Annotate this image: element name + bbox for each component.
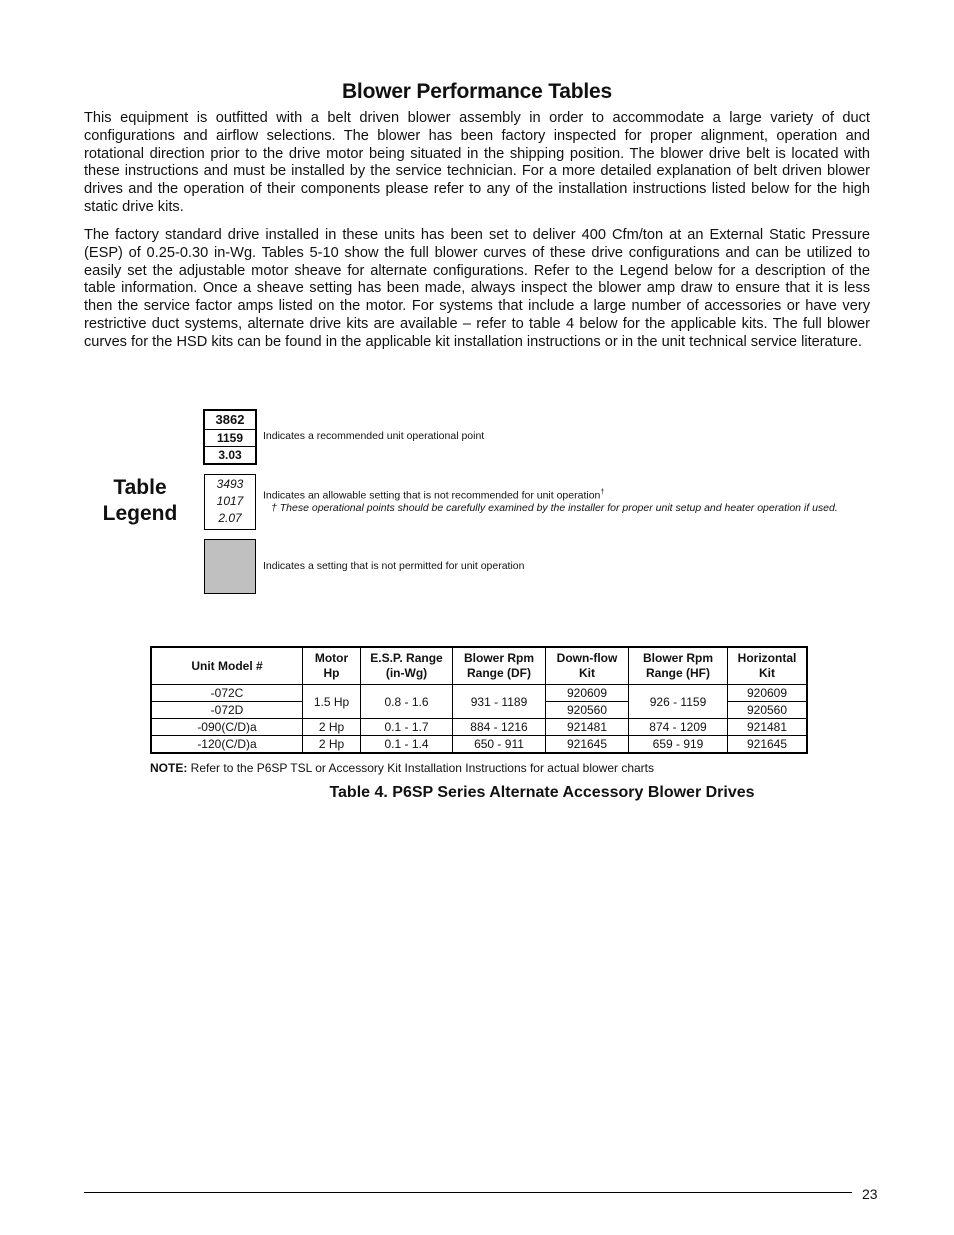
legend-not-permitted-text: Indicates a setting that is not permitted for unit operation xyxy=(263,560,525,572)
cell-rpm-hf: 926 - 1159 xyxy=(629,685,728,719)
legend-allowable-footnote: † These operational points should be carefully examined by the installer for proper unit setup and heater operation if used. xyxy=(271,502,838,514)
cell-esp: 0.8 - 1.6 xyxy=(361,685,453,719)
cell-hp: 2 Hp xyxy=(303,736,361,754)
cell-model: -090(C/D)a xyxy=(151,719,303,736)
cell-esp: 0.1 - 1.7 xyxy=(361,719,453,736)
table-header-row xyxy=(151,647,807,685)
legend-recommended-value-3: 3.03 xyxy=(218,448,242,462)
table-note xyxy=(150,761,654,775)
cell-esp: 0.1 - 1.4 xyxy=(361,736,453,754)
legend-title-line1: Table xyxy=(113,476,167,499)
header-motor-hp: Motor Hp xyxy=(303,647,361,685)
cell-hz-kit: 921645 xyxy=(728,736,808,754)
header-blower-rpm-hf: Blower Rpm Range (HF) xyxy=(629,647,728,685)
cell-rpm-df: 884 - 1216 xyxy=(453,719,546,736)
cell-rpm-hf: 659 - 919 xyxy=(629,736,728,754)
cell-df-kit: 920560 xyxy=(546,702,629,719)
page-number: 23 xyxy=(862,1186,878,1202)
cell-hp: 2 Hp xyxy=(303,719,361,736)
header-esp-range: E.S.P. Range (in-Wg) xyxy=(361,647,453,685)
legend-allowable-box xyxy=(204,474,256,530)
table-row xyxy=(151,736,807,754)
cell-rpm-df: 931 - 1189 xyxy=(453,685,546,719)
legend-recommended-box xyxy=(203,409,257,465)
page-title: Blower Performance Tables xyxy=(341,80,613,103)
legend-allowable-line xyxy=(263,489,604,502)
table-row xyxy=(151,719,807,736)
cell-rpm-hf: 874 - 1209 xyxy=(629,719,728,736)
table-row xyxy=(151,685,807,702)
cell-hp: 1.5 Hp xyxy=(303,685,361,719)
legend-allowable-value-1: 3493 xyxy=(216,477,244,491)
legend-title xyxy=(90,475,190,527)
cell-df-kit: 920609 xyxy=(546,685,629,702)
legend-dagger-mark: † xyxy=(600,489,605,496)
header-downflow-kit: Down-flow Kit xyxy=(546,647,629,685)
header-unit-model: Unit Model # xyxy=(151,647,303,685)
legend-allowable-value-2: 1017 xyxy=(216,494,244,508)
legend-allowable-value-3: 2.07 xyxy=(218,511,242,525)
table-note-label: NOTE: xyxy=(150,761,188,775)
cell-model: -072D xyxy=(151,702,303,719)
legend-title-line2: Legend xyxy=(102,502,178,525)
intro-paragraph: This equipment is outfitted with a belt driven blower assembly in order to accommodate a large variety of duct configurations and airflow selections. The blower has been factory inspected for proper alignment, operation and rotational direction prior to the drive motor being situated in the shipping position. The blower drive belt is located with these instructions and must be installed by the service technician. For a more detailed explanation of belt driven blower drives and the operation of their components please refer to any of the installation instructions listed below for the high static drive kits. xyxy=(84,110,870,215)
table-note-text: Refer to the P6SP TSL or Accessory Kit Installation Instructions for actual blower charts xyxy=(187,761,655,775)
legend-not-permitted-box xyxy=(204,539,256,594)
cell-model: -072C xyxy=(151,685,303,702)
legend-recommended-value-2: 1159 xyxy=(205,430,255,447)
legend-recommended-text: Indicates a recommended unit operational point xyxy=(263,430,485,442)
header-horizontal-kit: Horizontal Kit xyxy=(728,647,808,685)
cell-rpm-df: 650 - 911 xyxy=(453,736,546,754)
footer-divider xyxy=(84,1192,852,1193)
legend-allowable-text: Indicates an allowable setting that is not recommended for unit operation xyxy=(263,489,601,502)
header-blower-rpm-df: Blower Rpm Range (DF) xyxy=(453,647,546,685)
legend-recommended-value-1: 3862 xyxy=(205,411,255,430)
cell-df-kit: 921645 xyxy=(546,736,629,754)
alternate-blower-drives-table xyxy=(150,646,808,754)
cell-hz-kit: 921481 xyxy=(728,719,808,736)
cell-hz-kit: 920560 xyxy=(728,702,808,719)
cell-model: -120(C/D)a xyxy=(151,736,303,754)
table-caption: Table 4. P6SP Series Alternate Accessory Blower Drives xyxy=(329,784,755,801)
factory-drive-paragraph: The factory standard drive installed in these units has been set to deliver 400 Cfm/ton at an External Static Pressure (ESP) of 0.25-0.30 in-Wg. Tables 5-10 show the full blower curves of these drive configurations and can be utilized to easily set the adjustable motor sheave for alternate configurations. Refer to the Legend below for a description of the table information. Once a sheave setting has been made, always inspect the blower amp draw to ensure that it is less then the service factor amps listed on the motor. For systems that include a large number of accessories or have very restrictive duct systems, alternate drive kits are available – refer to table 4 below for the applicable kits. The full blower curves for the HSD kits can be found in the applicable kit installation instructions or in the unit technical service literature. xyxy=(84,227,870,350)
cell-df-kit: 921481 xyxy=(546,719,629,736)
cell-hz-kit: 920609 xyxy=(728,685,808,702)
